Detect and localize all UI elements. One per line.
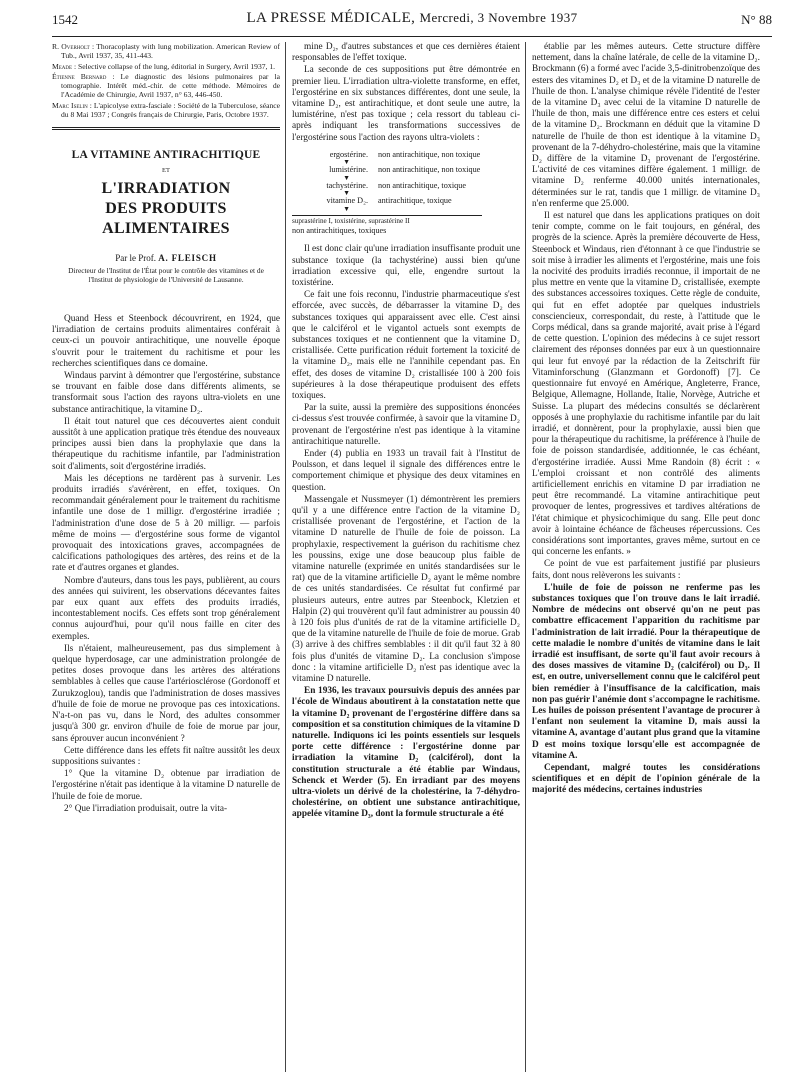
reference-entry (52, 42, 280, 61)
scheme-substance: ergostérine. (329, 149, 368, 159)
article-title-line1: LA VITAMINE ANTIRACHITIQUE (71, 149, 261, 162)
scheme-property: antirachitique, toxique (378, 196, 452, 206)
column-divider-1 (285, 42, 286, 1072)
scheme-products: suprastérine I, toxistérine, suprastérine II (292, 215, 482, 226)
paragraph: Windaus parvint à démontrer que l'ergostérine, substance se trouvant en faible dose dans différents aliments, se transformait sous l'action des rayons ultra-violets en une substance antirachitique, la vitamine D₂. (52, 371, 280, 415)
paragraph: Ce fait une fois reconnu, l'industrie pharmaceutique s'est efforcée, avec succès, de débarrasser la vitamine D₂ des substances toxiques qui apparaissent avec elle. C'est ainsi que le calciférol et le vigantol actuels sont exempts de substances toxiques et ne contiennent que la vitamine D₂ cristallisée. Cette purification réduit fortement la toxicité de la vitamine D₂, mais elle ne l'annihile cependant pas. En effet, des doses de vitamine D₂ cristallisée 100 à 200 fois supérieures à la dose thérapeutique produisent des effets toxiques. (292, 290, 520, 401)
paragraph: Ender (4) publia en 1933 un travail fait à l'Institut de Poulsson, et dans lequel il signale des différences entre le comportement chimique et physique des deux vitamines en question. (292, 448, 520, 493)
down-arrow-icon: ▼ (343, 189, 350, 198)
paragraph: Par la suite, aussi la première des suppositions énoncées ci-dessus s'est trouvée confirmée, à savoir que la vitamine D₂ provenant de l'ergostérine n'est pas identique à la vitamine antirachitique naturelle. (292, 403, 520, 447)
paragraph: Nombre d'auteurs, dans tous les pays, publièrent, au cours des années qui suivirent, les observations décevantes faites par eux quant aux effets des produits irradiés, incontestablement nocifs. Ces effets sont trop généralement connus aujourd'hui, pour qu'il nous faille en citer des exemples. (52, 575, 280, 642)
paragraph: Cette différence dans les effets fit naître aussitôt les deux suppositions suivantes : (52, 745, 280, 767)
paragraph: Il est naturel que dans les applications pratiques on doit tenir compte, comme on le fait toujours, en général, des progrès de la science. Après la première découverte de Hess, Steenbock et Windaus, rien d'étonnant à ce que l'industrie se soit mise à irradier les aliments et l'ergostérine, mais une fois la nocivité des produits irradiés reconnue, il importait de ne plus mettre en vente que la vitamine D₂ cristallisée, exempte des substances accessoires toxiques. Cette règle de conduite, qui fut en effet adoptée par quelques industriels consciencieux, correspondait, du reste, à l'attitude que le Corps médical, dans sa grande majorité, avait prise à l'égard de cette question. L'opinion des médecins à ce sujet ressort clairement des réponses données par eux à un questionnaire qui leur fut envoyé par la rédaction de la Zeitschrift für Vitaminforschung (Glanzmann et Gordonoff) [7]. Ce questionnaire fut envoyé en Amérique, Angleterre, France, Belgique, Allemagne, Hollande, Italie, Norvège, Autriche et Suisse. La plupart des médecins consultés se déclarèrent opposés à une prophylaxie du rachitisme infantile par du lait irradié, et donnèrent, pour la prophylaxie, aussi bien que pour la thérapeutique du rachitisme, la préférence à l'huile de foie de poisson standardisée, additionnée, le cas échéant, d'ergostérine irradiée. Aussi Mme Randoin (8) écrit : « L'emploi croissant et non contrôlé des aliments artificiellement enrichis en vitamine D par irradiation ne peut être recommandé. La vitamine antirachitique peut provoquer de lentes, progressives et tardives altérations de l'état chimique et physicochimique du sang. Elle peut donc avoir à lointaine échéance de fâcheuses répercussions. Ces considérations sont importantes, graves même, surtout en ce qui concerne les enfants. » (532, 211, 760, 558)
reference-author: R. Overholt (52, 42, 90, 51)
section-separator (52, 127, 280, 130)
paragraph: Ils n'étaient, malheureusement, pas dus simplement à quelque hyperdosage, car une administration prolongée de petites doses provoque dans les artères des altérations semblables à celles que cause l'artériosclérose (Gordonoff et Zurukzoglou), tandis que l'administration de doses massives d'huile de foie de morue ne provoque pas ces intoxications. N'a-t-on pas vu, dans le Nord, des adultes consommer jusqu'à 300 gr. environ d'huile de foie de morue par jour, sans éprouver aucun inconvénient ? (52, 643, 280, 744)
reference-text: : L'apicolyse extra-fasciale : Société de la Tuberculose, séance du 8 Mai 1937 ; Congrès français de Chirurgie, Paris, Octobre 1937. (61, 100, 280, 120)
paragraph: Mais les déceptions ne tardèrent pas à survenir. Les produits irradiés s'avérèrent, en effet, toxiques. On recommandait généralement pour le traitement du rachitisme infantile une dose de 1 milligr. d'ergostérine irradiée ; l'administration d'une dose de 5 à 20 milligr. — parfois même de moins — d'ergostérine sous forme de vigantol provoquait des intoxications graves, accompagnées de calcifications pathologiques des artères, des reins et de la rate et d'autres organes et glandes. (52, 473, 280, 574)
author-name: A. FLEISCH (158, 252, 217, 263)
column-3 (532, 42, 760, 798)
article-title-line3: DES PRODUITS ALIMENTAIRES (102, 199, 230, 237)
reference-entry (52, 62, 280, 71)
paragraph: Il est donc clair qu'une irradiation insuffisante produit une substance toxique (la tachystérine) aussi bien qu'une irradiation excessive qui, elle, engendre surtout la toxistérine. (292, 244, 520, 288)
scheme-property: non antirachitique, toxique (378, 180, 466, 190)
scheme-property: non antirachitique, non toxique (378, 165, 481, 175)
paragraph: Ce point de vue est parfaitement justifié par plusieurs faits, dont nous relèverons les suivants : (532, 559, 760, 581)
paragraph: Il était tout naturel que ces découvertes aient conduit aussitôt à une application pratique très étendue des nouveaux principes aussi bien dans la prophylaxie que dans la thérapeutique du rachitisme infantile, par l'administration soit d'aliments, soit d'ergostérine irradiés. (52, 416, 280, 472)
journal-title-line (52, 10, 772, 27)
reference-text: : Thoracoplasty with lung mobilization. American Review of Tub., Avril 1937, 35, 411-443. (61, 42, 281, 61)
down-arrow-icon: ▼ (343, 173, 350, 182)
paragraph: En 1936, les travaux poursuivis depuis des années par l'école de Windaus aboutirent à la constatation nette que la vitamine D₂ provenant de l'ergostérine diffère dans sa composition et sa constitution chimiques de la vitamine D naturelle. Indiquons ici les points essentiels sur lesquels porte cette différence : l'ergostérine donne par irradiation la vitamine D₂ (calciférol), dont la constitution structurale a été établie par Windaus, Schenck et Werder (5). En irradiant par des moyens ultra-violets un dérivé de la cholestérine, la 7-déhydro-cholestérine, on obtient une substance antirachitique, appelée vitamine D₃, dont la formule structurale a été (292, 686, 520, 820)
author-affiliation: Directeur de l'Institut de l'État pour le contrôle des vitamines et de l'Institut de physiologie de l'Université de Lausanne. (68, 265, 264, 284)
scheme-substance: vitamine D₂. (326, 196, 368, 206)
column-1 (52, 42, 280, 816)
paragraph: La seconde de ces suppositions put être démontrée en premier lieu. L'irradiation ultra-violette transforme, en effet, l'ergostérine en six substances différentes, dont une seule, la vitamine D₂, est antirachitique, et dont seule une autre, la lumistérine, n'est pas toxique ; cela ressort du tableau ci-après indiquant les transformations successives de l'ergostérine sous l'action des rayons ultra-violets : (292, 65, 520, 143)
transformation-scheme (292, 150, 520, 237)
article-title-line2: L'IRRADIATION (101, 179, 231, 197)
paragraph: établie par les mêmes auteurs. Cette structure diffère nettement, dans la chaîne latérale, de celle de la vitamine D₂. Brockmann (6) a formé avec l'acide 3,5-dinitrobenzoïque des esters des vitamines D₂ et D₃ et de la vitamine D naturelle de l'huile de thon. L'analyse chimique révèle l'identité de l'ester de la vitamine D₃ avec celui de la vitamine D naturelle de l'huile de thon, mais une différence entre ces esters et celui de la vitamine D₂. Brockmann en déduit que la vitamine D naturelle de l'huile de thon est identique à la vitamine D₃ provenant de la 7-déhydro-cholestérine, mais que la vitamine D₂ diffère de la vitamine D₃ provenant de l'ergostérine. L'activité de ces vitamines diffère également. 1 milligr. de vitamine D₂ renferme 40.000 unités internationales, déterminées sur le rat, tandis que 1 milligr. de vitamine D₃ n'en renferme que 25.000. (532, 42, 760, 209)
column-3-body (532, 42, 760, 797)
reference-author: Meade (52, 61, 73, 71)
article-title-et: ET (162, 166, 170, 174)
scheme-row (292, 181, 520, 192)
reference-author: Marc Iselin (52, 100, 88, 110)
scheme-substance: lumistérine. (329, 165, 368, 175)
scheme-row (292, 150, 520, 161)
column-1-body (52, 314, 280, 815)
scheme-property: non antirachitique, non toxique (378, 149, 481, 159)
paragraph: 2° Que l'irradiation produisait, outre la vita- (64, 803, 228, 814)
down-arrow-icon: ▼ (343, 158, 350, 167)
paragraph: Cependant, malgré toutes les considérations scientifiques et en dépit de l'opinion générale de la majorité des médecins, certaines industries (532, 763, 760, 796)
reference-text: : Le diagnostic des lésions pulmonaires par la tomographie. Intérêt méd.-chir. de cette méthode. Mémoires de l'Académie de Chirurgie, Avril 1937, n° 63, 446-450. (61, 71, 280, 100)
scheme-row (292, 196, 520, 207)
reference-entry (52, 72, 280, 100)
column-2-intro (292, 42, 520, 144)
reference-author: Étienne Bernard (52, 71, 107, 81)
page-number: 1542 (52, 12, 78, 27)
scheme-products-note: non antirachitiques, toxiques (292, 225, 387, 235)
byline-prefix: Par le Prof. (115, 252, 159, 263)
reference-text: : Selective collapse of the lung, éditorial in Surgery, Avril 1937, 1. (72, 61, 276, 71)
column-2 (292, 42, 520, 822)
down-arrow-icon: ▼ (343, 204, 350, 213)
scheme-substance: tachystérine. (326, 180, 368, 190)
column-2-body (292, 244, 520, 820)
issue-date: Mercredi, 3 Novembre 1937 (419, 10, 578, 25)
scheme-row (292, 165, 520, 176)
column-divider-2 (525, 42, 526, 1072)
header-rule (52, 36, 772, 37)
paragraph: mine D₂, d'autres substances et que ces dernières étaient responsables de l'effet toxique. (292, 42, 520, 64)
paragraph: Massengale et Nussmeyer (1) démontrèrent les premiers qu'il y a une différence entre l'action de la vitamine D₂ cristallisée provenant de l'ergostérine, et l'action de la vitamine D naturelle de l'huile de foie de poisson. La prophylaxie, respectivement la guérison du rachitisme chez les poussins, exige une dose beaucoup plus faible de vitamine naturelle (exprimée en unités standardisées sur le rat) que de la vitamine artificielle D₂ ayant le même nombre de ces unités standardisées. Ce résultat fut confirmé par plusieurs auteurs, entre autres par Steenbock, Kletzien et Halpin (2) qui trouvèrent qu'il faut administrer au poussin 40 à 120 fois plus d'unités de rat de la vitamine artificielle D₂ que de la vitamine naturelle de l'huile de foie de morue. Grab (3) arrive à des chiffres semblables : il dit qu'il faut 32 à 80 fois plus d'unités de vitamine D₂. La conclusion s'impose donc : la vitamine artificielle D₂ n'est pas identique avec la vitamine D naturelle. (292, 494, 520, 685)
paragraph: 1° Que la vitamine D₂ obtenue par irradiation de l'ergostérine n'était pas identique à la vitamine D naturelle de l'huile de foie de morue. (52, 769, 280, 802)
paragraph: Quand Hess et Steenbock découvrirent, en 1924, que l'irradiation de certains produits alimentaires conférait à ceux-ci un pouvoir antirachitique, une nouvelle époque s'ouvrit pour le traitement du rachitisme et pour les recherches scientifiques dans ce domaine. (52, 313, 280, 369)
paragraph: L'huile de foie de poisson ne renferme pas les substances toxiques que l'on trouve dans le lait irradié. Nombre de médecins ont observé qu'on ne peut pas combattre efficacement l'apparition du rachitisme par l'administration de lait irradié. Pour la thérapeutique de cette maladie le nombre d'unités de vitamine dans le lait irradié est insuffisant, de sorte qu'il faut avoir recours à des doses massives de vitamine D₂ (calciférol) ou D₃. Il est, en outre, universellement connu que le calciférol peut bien remédier à l'insuffisance de la calcification, mais non pas guérir l'anémie dont s'accompagne le rachitisme. Les huiles de poisson présentent l'avantage de procurer à l'enfant non seulement la vitamine D, mais aussi la vitamine A, avantage d'autant plus grand que la vitamine D est moins toxique lorsqu'elle est accompagnée de vitamine A. (532, 582, 760, 761)
byline (52, 253, 280, 264)
reference-list (52, 42, 280, 119)
reference-entry (52, 101, 280, 120)
journal-name: LA PRESSE MÉDICALE, (246, 10, 416, 26)
issue-number: N° 88 (741, 12, 772, 27)
page-header (52, 10, 772, 32)
